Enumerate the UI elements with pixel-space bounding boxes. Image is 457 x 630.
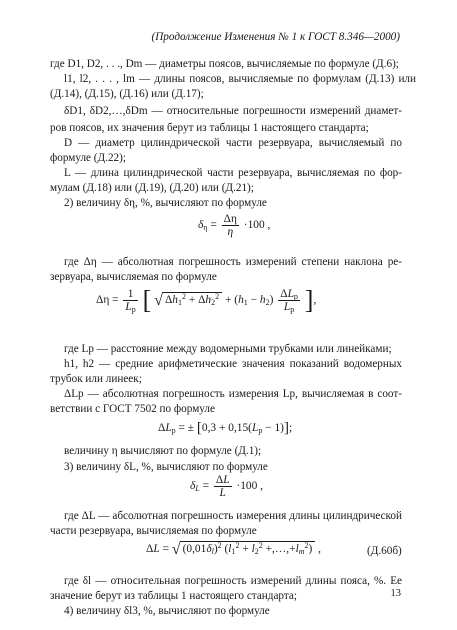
text-line-11: где Δη — абсолютная погрешность измерений степени наклона ре- [64, 256, 402, 268]
text-line-23: значение берут из таблицы 1 настоящего стандарта; [50, 590, 297, 602]
text-line-12: зервуара, вычисляемая по формуле [50, 271, 217, 283]
formula-abs-eta: Δη = $\frac{1}{L_р}$ [ √ $\Delta h_1^2 + \Delta h_2^2 + (h_1 - h_2)$ $\frac{\Delta L_р}{L_р}$ ], [96, 285, 317, 315]
formula-delta-eta: $\delta_\eta$ = $\frac{\Delta\eta}{\eta}$ ·100 , [198, 213, 271, 238]
text-line-24: 4) величину δl3, %, вычисляют по формуле [64, 605, 270, 617]
text-line-8: L — длина цилиндрической части резервуара, вычисляемая по фор- [64, 167, 402, 179]
text-line-16: ΔLр — абсолютная погрешность измерения Lр, вычисляемая в соот- [64, 388, 402, 400]
running-header: (Продолжение Изменения № 1 к ГОСТ 8.346—2000) [151, 31, 400, 43]
text-line-22: где δl — относительная погрешность измерений длины пояса, %. Ее [64, 575, 402, 587]
text-line-6: D — диаметр цилиндрической части резервуара, вычисляемый по [64, 137, 402, 149]
page-number: 13 [390, 588, 401, 599]
equation-number: (Д.60б) [367, 545, 402, 557]
text-line-19: 3) величину δL, %, вычисляют по формуле [64, 461, 268, 473]
text-line-9: мулам (Д.18) или (Д.19), (Д.20) или (Д.21); [50, 182, 254, 194]
formula-abs-lp: $\Delta L_р$ = ± $[0,3 + 0,15(L_р - 1)]$; [158, 420, 293, 436]
formula-abs-l: ΔL = √ $(0,01\delta_l)^2$ ($l_1^2 + l_2^2$ $+,\dots,+l_m^2$) , [146, 541, 322, 558]
text-line-3: (Д.14), (Д.15), (Д.16) или (Д.17); [50, 88, 204, 100]
text-line-18: величину η вычисляют по формуле (Д.1); [64, 445, 262, 457]
text-line-20: где ΔL — абсолютная погрешность измерения длины цилиндрической [64, 510, 402, 522]
text-line-1: где D1, D2, . . ., Dm — диаметры поясов, вычисляемые по формуле (Д.6); [50, 58, 399, 70]
formula-delta-l: $\delta_L$ = $\frac{\Delta L}{L}$ ·100 , [190, 474, 263, 499]
text-line-15: трубок или линеек; [50, 373, 142, 385]
text-line-14: h1, h2 — средние арифметические значения показаний водомерных [64, 358, 402, 370]
text-line-21: части резервуара, вычисляемая по формуле [50, 525, 257, 537]
text-line-5: ров поясов, их значения берут из таблицы 1 настоящего стандарта; [50, 122, 369, 134]
text-line-13: где Lр — расстояние между водомерными трубками или линейками; [64, 343, 392, 355]
text-line-2: l1, l2, . . . , lm — длины поясов, вычисляемые по формулам (Д.13) или [64, 73, 416, 85]
text-line-17: ветствии с ГОСТ 7502 по формуле [50, 403, 215, 415]
text-line-10: 2) величину δη, %, вычисляют по формуле [64, 197, 267, 209]
text-line-4: δD1, δD2,…,δDm — относительные погрешности измерений диамет- [64, 105, 402, 117]
text-line-7: формуле (Д.22); [50, 152, 126, 164]
